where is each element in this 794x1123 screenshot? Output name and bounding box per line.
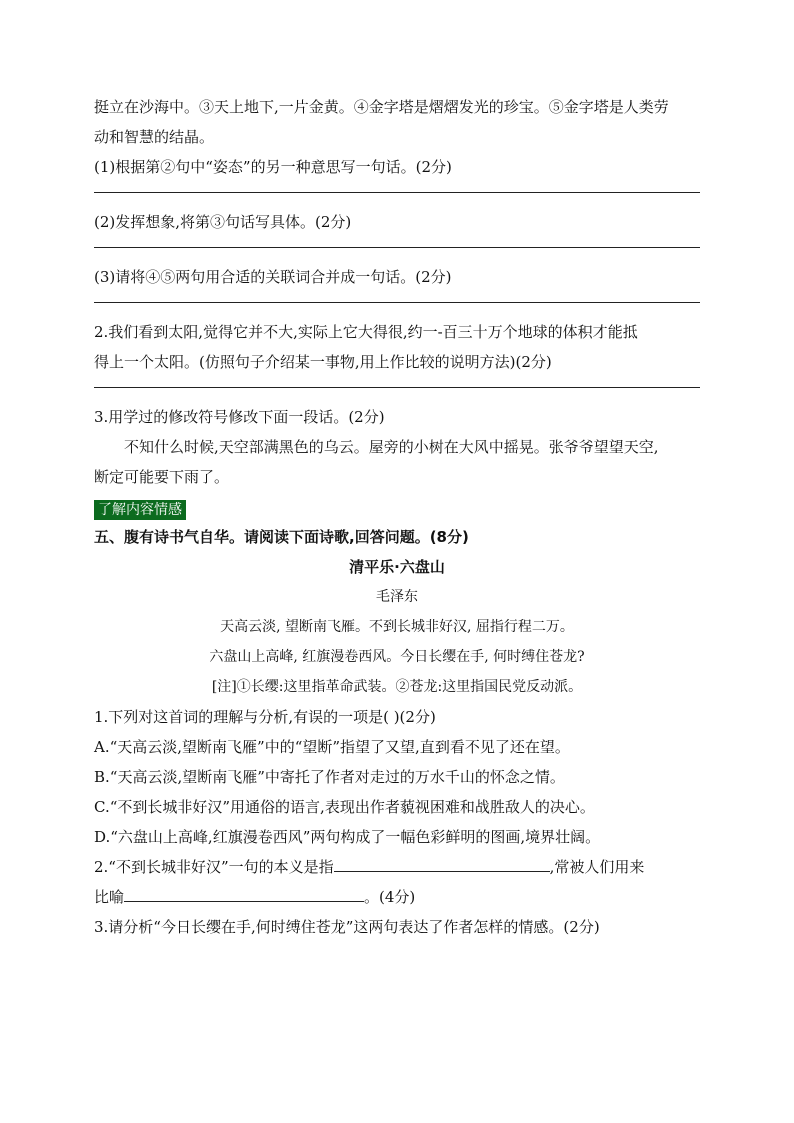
worksheet-page xyxy=(94,92,700,942)
question-3-passage-1: 不知什么时候,天空部满黑色的乌云。屋旁的小树在大风中摇晃。张爷爷望望天空, xyxy=(124,438,659,456)
question-2-line-b: 得上一个太阳。(仿照句子介绍某一事物,用上作比较的说明方法)(2分) xyxy=(94,353,552,371)
question-1-1: (1)根据第②句中“姿态”的另一种意思写一句话。(2分) xyxy=(94,158,452,176)
s5-question-2-cont xyxy=(94,882,700,912)
s5-question-3: 3.请分析“今日长缨在手,何时缚住苍龙”这两句表达了作者怎样的情感。(2分) xyxy=(94,918,600,936)
question-2-line-a: 2.我们看到太阳,觉得它并不大,实际上它大得很,约一-百三十万个地球的体积才能抵 xyxy=(94,323,638,341)
s5-question-1: 1.下列对这首词的理解与分析,有误的一项是( )(2分) xyxy=(94,708,436,726)
answer-line-1-3[interactable] xyxy=(94,302,700,303)
s5-q2-cont: 比喻 xyxy=(94,888,125,906)
passage-line-1: 挺立在沙海中。③天上地下,一片金黄。④金字塔是熠熠发光的珍宝。⑤金字塔是人类劳 xyxy=(94,98,669,116)
s5-q2-prefix: 2.“不到长城非好汉”一句的本义是指 xyxy=(94,858,334,876)
option-a[interactable]: A.“天高云淡,望断南飞雁”中的“望断”指望了又望,直到看不见了还在望。 xyxy=(94,738,570,756)
question-1-2: (2)发挥想象,将第③句话写具体。(2分) xyxy=(94,213,352,231)
option-c[interactable]: C.“不到长城非好汉”用通俗的语言,表现出作者藐视困难和战胜敌人的决心。 xyxy=(94,798,595,816)
passage-line-2: 动和智慧的结晶。 xyxy=(94,128,215,146)
question-3: 3.用学过的修改符号修改下面一段话。(2分) xyxy=(94,408,385,426)
poem-verse-2: 六盘山上高峰, 红旗漫卷西风。今日长缨在手, 何时缚住苍龙? xyxy=(209,649,585,665)
answer-line-2[interactable] xyxy=(94,387,700,388)
answer-blank-1[interactable] xyxy=(334,857,550,872)
section-tag: 了解内容情感 xyxy=(94,500,186,520)
question-1-3: (3)请将④⑤两句用合适的关联词合并成一句话。(2分) xyxy=(94,268,452,286)
poem-author: 毛泽东 xyxy=(376,589,418,605)
question-3-passage-2: 断定可能要下雨了。 xyxy=(94,468,230,486)
s5-question-2 xyxy=(94,852,700,882)
answer-blank-2[interactable] xyxy=(124,887,364,902)
option-d[interactable]: D.“六盘山上高峰,红旗漫卷西风”两句构成了一幅色彩鲜明的图画,境界壮阔。 xyxy=(94,828,601,846)
s5-q2-end: 。(4分) xyxy=(364,888,416,906)
option-b[interactable]: B.“天高云淡,望断南飞雁”中寄托了作者对走过的万水千山的怀念之情。 xyxy=(94,768,565,786)
answer-line-1-1[interactable] xyxy=(94,192,700,193)
poem-note: [注]①长缨:这里指革命武装。②苍龙:这里指国民党反动派。 xyxy=(211,679,583,695)
poem-verse-1: 天高云淡, 望断南飞雁。不到长城非好汉, 屈指行程二万。 xyxy=(220,619,574,635)
s5-q2-middle: ,常被人们用来 xyxy=(549,858,645,876)
section-5-title: 五、腹有诗书气自华。请阅读下面诗歌,回答问题。(8分) xyxy=(94,528,469,546)
answer-line-1-2[interactable] xyxy=(94,247,700,248)
poem-title: 清平乐·六盘山 xyxy=(349,558,445,576)
